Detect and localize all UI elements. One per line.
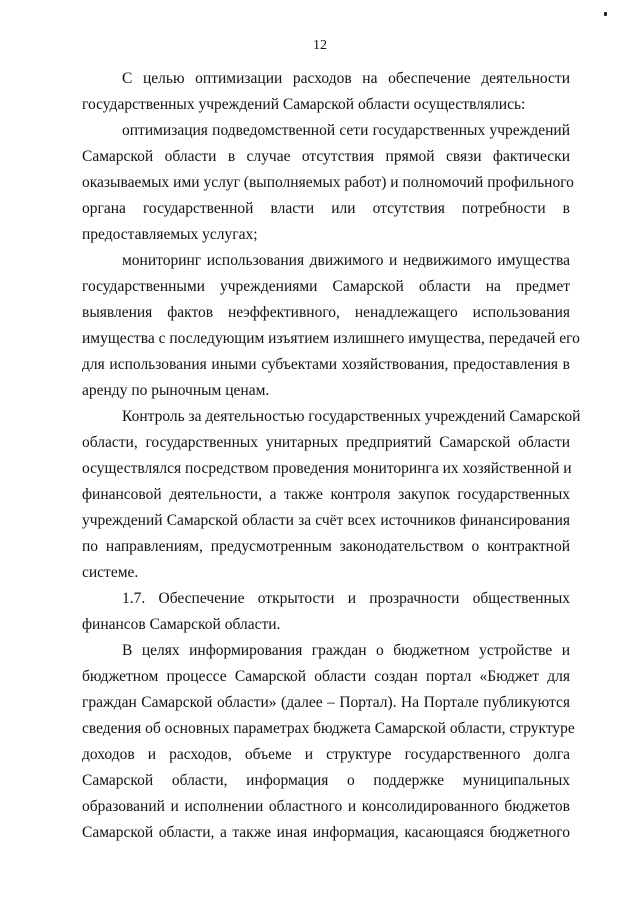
paragraph bbox=[82, 638, 575, 846]
text-line: доходов и расходов, объеме и структуре государственного долга bbox=[82, 746, 570, 763]
text-line: осуществлялся посредством проведения мониторинга их хозяйственной и bbox=[82, 460, 572, 477]
text-line: 1.7. Обеспечение открытости и прозрачности общественных bbox=[122, 590, 570, 607]
text-line: сведения об основных параметрах бюджета Самарской области, структуре bbox=[82, 720, 575, 737]
text-line: мониторинг использования движимого и недвижимого имущества bbox=[122, 252, 570, 269]
text-line: С целью оптимизации расходов на обеспечение деятельности bbox=[122, 70, 570, 87]
scan-mark bbox=[604, 12, 607, 16]
paragraph bbox=[82, 66, 570, 118]
section-heading bbox=[82, 586, 570, 638]
text-line: финансов Самарской области. bbox=[82, 616, 281, 633]
text-line: оптимизация подведомственной сети государственных учреждений bbox=[122, 122, 570, 139]
text-line: учреждений Самарской области за счёт всех источников финансирования bbox=[82, 512, 570, 529]
text-line: имущества с последующим изъятием излишнего имущества, передачей его bbox=[82, 330, 580, 347]
text-line: Самарской области, а также иная информация, касающаяся бюджетного bbox=[82, 824, 570, 841]
text-line: органа государственной власти или отсутствия потребности в bbox=[82, 200, 570, 217]
page-number: 12 bbox=[313, 38, 327, 53]
text-line: бюджетном процессе Самарской области создан портал «Бюджет для bbox=[82, 668, 570, 685]
text-line: образований и исполнении областного и консолидированного бюджетов bbox=[82, 798, 570, 815]
text-line: Самарской области, информация о поддержке муниципальных bbox=[82, 772, 570, 789]
text-line: граждан Самарской области» (далее – Портал). На Портале публикуются bbox=[82, 694, 570, 711]
text-line: оказываемых ими услуг (выполняемых работ) и полномочий профильного bbox=[82, 174, 574, 191]
text-line: области, государственных унитарных предприятий Самарской области bbox=[82, 434, 570, 451]
text-line: выявления фактов неэффективного, ненадлежащего использования bbox=[82, 304, 570, 321]
text-line: предоставляемых услугах; bbox=[82, 226, 258, 243]
text-line: для использования иными субъектами хозяйствования, предоставления в bbox=[82, 356, 570, 373]
text-line: аренду по рыночным ценам. bbox=[82, 382, 270, 399]
text-line: Самарской области в случае отсутствия прямой связи фактически bbox=[82, 148, 570, 165]
text-line: Контроль за деятельностью государственных учреждений Самарской bbox=[122, 408, 581, 425]
text-line: государственными учреждениями Самарской области на предмет bbox=[82, 278, 570, 295]
text-line: финансовой деятельности, а также контроля закупок государственных bbox=[82, 486, 570, 503]
text-line: по направлениям, предусмотренным законодательством о контрактной bbox=[82, 538, 570, 555]
text-line: системе. bbox=[82, 564, 139, 581]
document-body bbox=[82, 66, 581, 846]
paragraph bbox=[82, 118, 574, 248]
text-line: государственных учреждений Самарской области осуществлялись: bbox=[82, 96, 526, 113]
paragraph bbox=[82, 248, 580, 404]
text-line: В целях информирования граждан о бюджетном устройстве и bbox=[122, 642, 570, 659]
paragraph bbox=[82, 404, 581, 586]
